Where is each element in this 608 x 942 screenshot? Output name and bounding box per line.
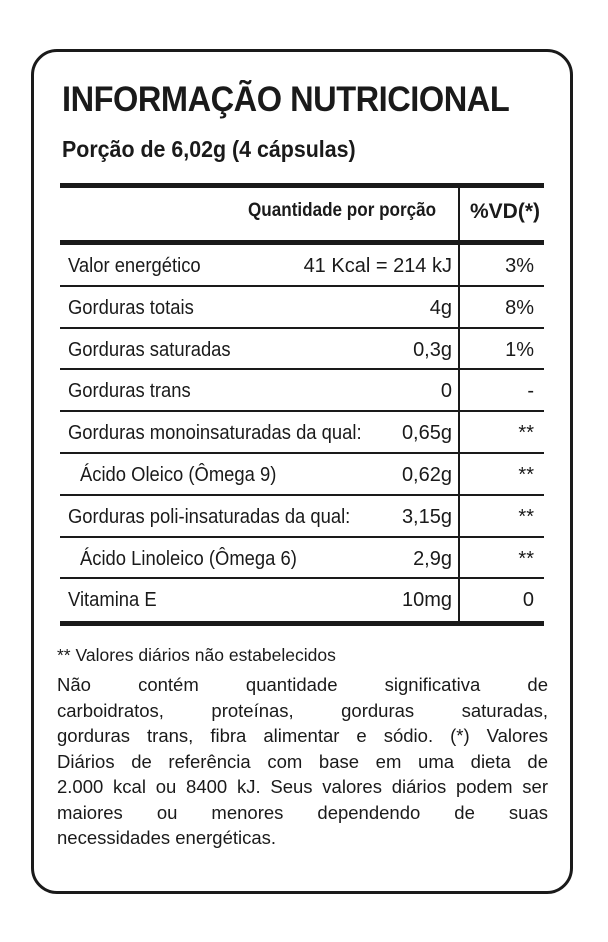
- nutrient-row: [60, 496, 544, 538]
- nutrient-row: [60, 245, 544, 287]
- footer-line: 2.000 kcal ou 8400 kJ. Seus valores diários podem ser: [57, 776, 548, 797]
- nutrient-row: [60, 329, 544, 371]
- nutrient-name: Gorduras totais: [68, 296, 194, 319]
- nutrient-name: Ácido Linoleico (Ômega 6): [80, 547, 297, 570]
- nutrient-name: Gorduras trans: [68, 380, 191, 403]
- nutrient-name: Gorduras monoinsaturadas da qual:: [68, 422, 362, 445]
- nutrient-row: [60, 287, 544, 329]
- footer-line: Não contém quantidade significativa de: [57, 674, 548, 695]
- nutrient-daily-value: **: [518, 547, 534, 570]
- nutrient-daily-value: 0: [522, 589, 534, 612]
- nutrient-row: [60, 538, 544, 580]
- nutrient-amount: 0,3g: [413, 338, 452, 361]
- nutrient-amount: 0: [440, 380, 452, 403]
- nutrient-amount: 2,9g: [413, 547, 452, 570]
- nutrient-amount: 3,15g: [401, 505, 452, 528]
- footer-line: carboidratos, proteínas, gorduras saturadas,: [57, 699, 548, 721]
- footer-paragraph: [57, 672, 548, 851]
- nutrient-name: Gorduras poli-insaturadas da qual:: [68, 505, 351, 528]
- footer-line: Diários de referência com base em uma dieta de: [57, 750, 548, 772]
- nutrient-daily-value: 1%: [505, 338, 534, 361]
- nutrient-amount: 4g: [429, 296, 452, 319]
- header-amount: Quantidade por porção: [248, 200, 437, 221]
- footnote: ** Valores diários não estabelecidos: [57, 645, 336, 665]
- header-daily-value: %VD(*): [470, 200, 541, 223]
- nutrient-name: Gorduras saturadas: [68, 338, 231, 361]
- footer-line: gorduras trans, fibra alimentar e sódio. (*) Valores: [57, 725, 548, 746]
- nutrient-daily-value: 3%: [505, 255, 534, 277]
- nutrient-row: [60, 412, 544, 454]
- nutrient-row: [60, 579, 544, 621]
- nutrient-daily-value: -: [527, 380, 534, 403]
- footer-line: necessidades energéticas.: [57, 827, 277, 848]
- nutrient-table: [60, 245, 544, 621]
- nutrient-daily-value: **: [518, 463, 534, 486]
- nutrient-amount: 41 Kcal = 214 kJ: [303, 255, 452, 277]
- portion-size: Porção de 6,02g (4 cápsulas): [62, 136, 356, 162]
- nutrient-name: Ácido Oleico (Ômega 9): [80, 463, 277, 486]
- label-title: INFORMAÇÃO NUTRICIONAL: [62, 80, 510, 119]
- nutrient-amount: 0,62g: [401, 463, 452, 486]
- divider-top: [60, 183, 544, 188]
- nutrient-amount: 0,65g: [401, 422, 452, 445]
- nutrient-daily-value: **: [518, 422, 534, 445]
- nutrient-amount: 10mg: [401, 589, 452, 612]
- nutrient-daily-value: **: [518, 505, 534, 528]
- footer-line: maiores ou menores dependendo de suas: [57, 801, 548, 823]
- nutrient-row: [60, 454, 544, 496]
- nutrient-name: Vitamina E: [68, 589, 157, 612]
- nutrient-name: Valor energético: [68, 255, 201, 277]
- nutrient-row: [60, 370, 544, 412]
- nutrient-daily-value: 8%: [505, 296, 534, 319]
- divider-bottom: [60, 621, 544, 626]
